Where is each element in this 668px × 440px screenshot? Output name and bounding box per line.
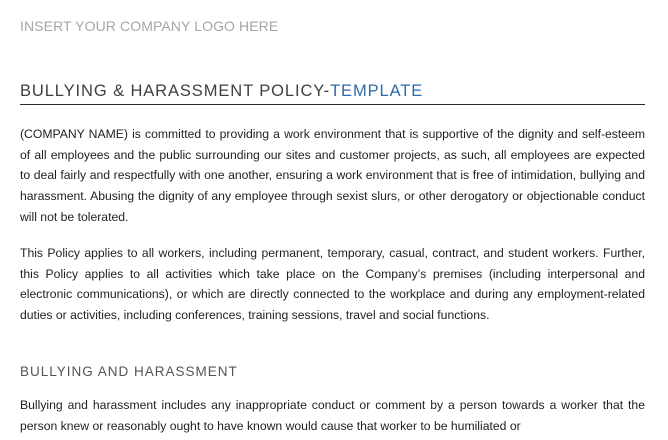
title-block (20, 82, 645, 105)
section-paragraph-definition: Bullying and harassment includes any inappropriate conduct or comment by a person towards a worker that the person knew or reasonably ought to have known would cause that worker to be humiliated or (20, 398, 645, 433)
document-title-accent: TEMPLATE (330, 82, 424, 100)
document-title-main: BULLYING & HARASSMENT POLICY- (20, 82, 331, 100)
policy-paragraph-scope: This Policy applies to all workers, including permanent, temporary, casual, contract, and student workers. Further, this Policy applies to all activities which take place on the Company’s premises (including interpersonal and electronic communications), or which are directly connected to the workplace and during any employment-related duties or activities, including conferences, training sessions, travel and social functions. (20, 246, 645, 323)
policy-paragraph-commitment: (COMPANY NAME) is committed to providing a work environment that is supportive of the dignity and self-esteem of all employees and the public surrounding our sites and customer projects, as such, all employees are expected to deal fairly and respectfully with one another, ensuring a work environment that is free of intimidation, bullying and harassment. Abusing the dignity of any employee through sexist slurs, or other derogatory or objectionable conduct will not be tolerated. (20, 127, 645, 224)
section-heading-bullying: BULLYING AND HARASSMENT (20, 364, 238, 379)
document-title (20, 82, 645, 101)
company-logo-placeholder: INSERT YOUR COMPANY LOGO HERE (20, 18, 279, 34)
